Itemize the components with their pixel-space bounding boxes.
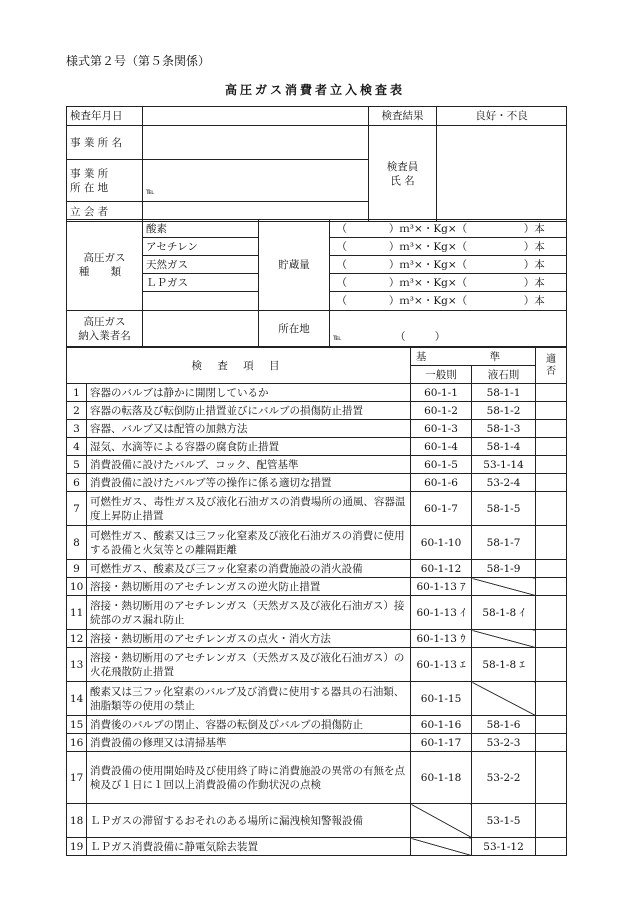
ok-cell[interactable] xyxy=(536,560,567,578)
ok-cell[interactable] xyxy=(536,752,567,804)
item-number: 15 xyxy=(67,716,87,734)
ok-cell[interactable] xyxy=(536,682,567,716)
inspection-date-label: 検査年月日 xyxy=(67,107,143,126)
storage-open: （ xyxy=(330,292,354,311)
liquefied-rule: 53-1-12 xyxy=(472,838,536,856)
ok-cell[interactable] xyxy=(536,838,567,856)
item-text: 可燃性ガス、酸素及び三フッ化窒素の消費施設の消火設備 xyxy=(87,560,411,578)
general-rule: 60-1-13 ｳ xyxy=(411,630,472,648)
result-value[interactable]: 良好・不良 xyxy=(437,107,567,126)
inspector-label-line2: 氏 名 xyxy=(390,174,415,187)
gas-type-lp-gas: ＬＰガス xyxy=(143,274,259,292)
general-rule: 60-1-3 xyxy=(411,420,472,438)
ok-cell[interactable] xyxy=(536,402,567,420)
item-text: 溶接・熱切断用のアセチレンガス（天然ガス及び液化石油ガス）の火花飛散防止措置 xyxy=(87,648,411,682)
table-row xyxy=(67,402,567,420)
business-name-field[interactable] xyxy=(143,126,369,160)
gas-type-blank[interactable] xyxy=(143,292,259,311)
general-rule: 60-1-15 xyxy=(411,682,472,716)
table-row xyxy=(67,804,567,838)
address-label xyxy=(67,160,143,202)
location-field[interactable] xyxy=(330,311,567,347)
item-text: 可燃性ガス、酸素又は三フッ化窒素及び液化石油ガスの消費に使用する設備と火気等との離隔距離 xyxy=(87,526,411,560)
item-text: 消費設備の修理又は清掃基準 xyxy=(87,734,411,752)
location-paren-open: （ xyxy=(394,331,406,343)
table-row xyxy=(67,438,567,456)
ok-cell[interactable] xyxy=(536,420,567,438)
tel-label: ℡ xyxy=(146,187,155,196)
general-rule: 60-1-18 xyxy=(411,752,472,804)
table-row xyxy=(67,596,567,630)
liquefied-rule xyxy=(472,578,536,596)
table-row xyxy=(67,682,567,716)
location-paren-close: ） xyxy=(434,331,446,343)
business-name-label: 事 業 所 名 xyxy=(67,126,143,160)
general-rule: 60-1-10 xyxy=(411,526,472,560)
general-rule: 60-1-13 ｲ xyxy=(411,596,472,630)
item-text: 酸素又は三フッ化窒素のバルブ及び消費に使用する器具の石油類、油脂類等の使用の禁止 xyxy=(87,682,411,716)
gas-storage-table xyxy=(66,219,567,347)
ok-cell[interactable] xyxy=(536,438,567,456)
item-number: 7 xyxy=(67,492,87,526)
ok-header: 適否 xyxy=(536,348,567,384)
item-number: 5 xyxy=(67,456,87,474)
item-number: 4 xyxy=(67,438,87,456)
storage-count[interactable]: ）本 xyxy=(503,220,567,238)
inspection-header-table xyxy=(66,106,567,222)
table-row xyxy=(67,420,567,438)
item-text: 溶接・熱切断用のアセチレンガスの点火・消火方法 xyxy=(87,630,411,648)
storage-unit[interactable]: ）ｍ³×・Kg×（ xyxy=(354,292,503,311)
supplier-label-line2: 納入業者名 xyxy=(78,329,131,342)
liquefied-rule: 53-1-14 xyxy=(472,456,536,474)
item-text: 溶接・熱切断用のアセチレンガス（天然ガス及び液化石油ガス）接続部のガス漏れ防止 xyxy=(87,596,411,630)
general-header: 一般則 xyxy=(411,366,472,384)
liquefied-rule: 58-1-8 ｲ xyxy=(472,596,536,630)
general-rule: 60-1-2 xyxy=(411,402,472,420)
item-text: 可燃性ガス、毒性ガス及び液化石油ガスの消費場所の通風、容器温度上昇防止措置 xyxy=(87,492,411,526)
item-text: 消費設備に設けたバルブ、コック、配管基準 xyxy=(87,456,411,474)
table-row xyxy=(67,456,567,474)
storage-unit[interactable]: ）ｍ³×・Kg×（ xyxy=(354,238,503,256)
item-number: 1 xyxy=(67,384,87,402)
supplier-label-line1: 高圧ガス xyxy=(83,315,126,328)
table-row xyxy=(67,734,567,752)
item-number: 8 xyxy=(67,526,87,560)
liquefied-rule: 53-2-4 xyxy=(472,474,536,492)
item-number: 3 xyxy=(67,420,87,438)
item-number: 16 xyxy=(67,734,87,752)
general-rule: 60-1-13 ｴ xyxy=(411,648,472,682)
item-header: 検 査 項 目 xyxy=(67,348,411,384)
gas-type-label-line2: 種 類 xyxy=(78,266,131,278)
gas-type-acetylene: アセチレン xyxy=(143,238,259,256)
item-text: 容器のバルブは静かに開閉しているか xyxy=(87,384,411,402)
general-rule: 60-1-5 xyxy=(411,456,472,474)
form-number: 様式第２号（第５条関係） xyxy=(66,54,211,68)
liquefied-rule: 53-2-3 xyxy=(472,734,536,752)
liquefied-rule: 53-2-2 xyxy=(472,752,536,804)
storage-unit[interactable]: ）ｍ³×・Kg×（ xyxy=(354,220,503,238)
item-number: 13 xyxy=(67,648,87,682)
item-text: 溶接・熱切断用のアセチレンガスの逆火防止措置 xyxy=(87,578,411,596)
inspector-label-line1: 検査員 xyxy=(386,160,419,173)
liquefied-rule: 58-1-5 xyxy=(472,492,536,526)
page-title: 高圧ガス消費者立入検査表 xyxy=(224,83,405,97)
liquefied-rule: 58-1-4 xyxy=(472,438,536,456)
inspector-label xyxy=(369,126,437,222)
location-label: 所在地 xyxy=(259,311,330,347)
item-number: 2 xyxy=(67,402,87,420)
table-row xyxy=(67,648,567,682)
storage-label: 貯蔵量 xyxy=(259,220,330,311)
address-label-line1: 事 業 所 xyxy=(70,167,109,180)
supplier-label xyxy=(67,311,143,347)
storage-open: （ xyxy=(330,274,354,292)
item-number: 18 xyxy=(67,804,87,838)
ok-cell[interactable] xyxy=(536,384,567,402)
address-field[interactable] xyxy=(143,160,369,202)
liquefied-rule: 58-1-3 xyxy=(472,420,536,438)
inspector-name-field[interactable] xyxy=(437,126,567,222)
storage-open: （ xyxy=(330,220,354,238)
table-row xyxy=(67,578,567,596)
gas-type-oxygen: 酸素 xyxy=(143,220,259,238)
gas-type-label xyxy=(67,220,143,311)
general-rule: 60-1-13 ｱ xyxy=(411,578,472,596)
location-tel-label: ℡ xyxy=(333,333,342,342)
ok-cell[interactable] xyxy=(536,474,567,492)
general-rule: 60-1-7 xyxy=(411,492,472,526)
item-number: 9 xyxy=(67,560,87,578)
storage-open: （ xyxy=(330,256,354,274)
general-rule: 60-1-17 xyxy=(411,734,472,752)
address-label-line2: 所 在 地 xyxy=(70,181,109,194)
storage-unit[interactable]: ）ｍ³×・Kg×（ xyxy=(354,274,503,292)
gas-type-label-line1: 高圧ガス xyxy=(83,252,126,264)
table-row xyxy=(67,716,567,734)
item-number: 12 xyxy=(67,630,87,648)
item-number: 6 xyxy=(67,474,87,492)
checklist-table xyxy=(66,347,567,856)
standard-header: 基 準 xyxy=(411,348,536,366)
ok-cell[interactable] xyxy=(536,804,567,838)
table-row xyxy=(67,560,567,578)
item-text: 消費後のバルブの閉止、容器の転倒及びバルブの損傷防止 xyxy=(87,716,411,734)
table-row xyxy=(67,838,567,856)
attendee-label: 立 会 者 xyxy=(67,202,143,222)
ok-cell[interactable] xyxy=(536,630,567,648)
table-row xyxy=(67,630,567,648)
general-rule: 60-1-6 xyxy=(411,474,472,492)
storage-count[interactable]: ）本 xyxy=(503,292,567,311)
liquefied-header: 液石則 xyxy=(472,366,536,384)
general-rule: 60-1-16 xyxy=(411,716,472,734)
table-row xyxy=(67,474,567,492)
item-number: 17 xyxy=(67,752,87,804)
liquefied-rule: 58-1-9 xyxy=(472,560,536,578)
storage-unit[interactable]: ）ｍ³×・Kg×（ xyxy=(354,256,503,274)
liquefied-rule: 58-1-8 ｴ xyxy=(472,648,536,682)
item-text: 消費設備に設けたバルブ等の操作に係る適切な措置 xyxy=(87,474,411,492)
item-number: 10 xyxy=(67,578,87,596)
item-number: 14 xyxy=(67,682,87,716)
liquefied-rule xyxy=(472,682,536,716)
ok-cell[interactable] xyxy=(536,578,567,596)
ok-cell[interactable] xyxy=(536,734,567,752)
item-text: 容器の転落及び転倒防止措置並びにバルブの損傷防止措置 xyxy=(87,402,411,420)
item-text: ＬＰガス消費設備に静電気除去装置 xyxy=(87,838,411,856)
storage-count[interactable]: ）本 xyxy=(503,256,567,274)
general-rule: 60-1-4 xyxy=(411,438,472,456)
general-rule xyxy=(411,838,472,856)
item-number: 19 xyxy=(67,838,87,856)
table-row xyxy=(67,526,567,560)
liquefied-rule: 58-1-6 xyxy=(472,716,536,734)
item-number: 11 xyxy=(67,596,87,630)
liquefied-rule: 58-1-2 xyxy=(472,402,536,420)
liquefied-rule xyxy=(472,630,536,648)
item-text: 湿気、水滴等による容器の腐食防止措置 xyxy=(87,438,411,456)
item-text: 消費設備の使用開始時及び使用終了時に消費施設の異常の有無を点検及び１日に１回以上消費設備の作動状況の点検 xyxy=(87,752,411,804)
ok-cell[interactable] xyxy=(536,526,567,560)
general-rule: 60-1-12 xyxy=(411,560,472,578)
table-row xyxy=(67,384,567,402)
item-text: 容器、バルブ又は配管の加熱方法 xyxy=(87,420,411,438)
supplier-field[interactable] xyxy=(143,311,259,347)
ok-cell[interactable] xyxy=(536,648,567,682)
table-row xyxy=(67,492,567,526)
inspection-date-field[interactable] xyxy=(143,107,369,126)
table-row xyxy=(67,752,567,804)
gas-type-natural-gas: 天然ガス xyxy=(143,256,259,274)
liquefied-rule: 58-1-7 xyxy=(472,526,536,560)
result-label: 検査結果 xyxy=(369,107,437,126)
general-rule: 60-1-1 xyxy=(411,384,472,402)
ok-cell[interactable] xyxy=(536,492,567,526)
storage-count[interactable]: ）本 xyxy=(503,238,567,256)
ok-cell[interactable] xyxy=(536,596,567,630)
liquefied-rule: 53-1-5 xyxy=(472,804,536,838)
general-rule xyxy=(411,804,472,838)
storage-open: （ xyxy=(330,238,354,256)
item-text: ＬＰガスの滞留するおそれのある場所に漏洩検知警報設備 xyxy=(87,804,411,838)
liquefied-rule: 58-1-1 xyxy=(472,384,536,402)
storage-count[interactable]: ）本 xyxy=(503,274,567,292)
ok-cell[interactable] xyxy=(536,716,567,734)
ok-cell[interactable] xyxy=(536,456,567,474)
